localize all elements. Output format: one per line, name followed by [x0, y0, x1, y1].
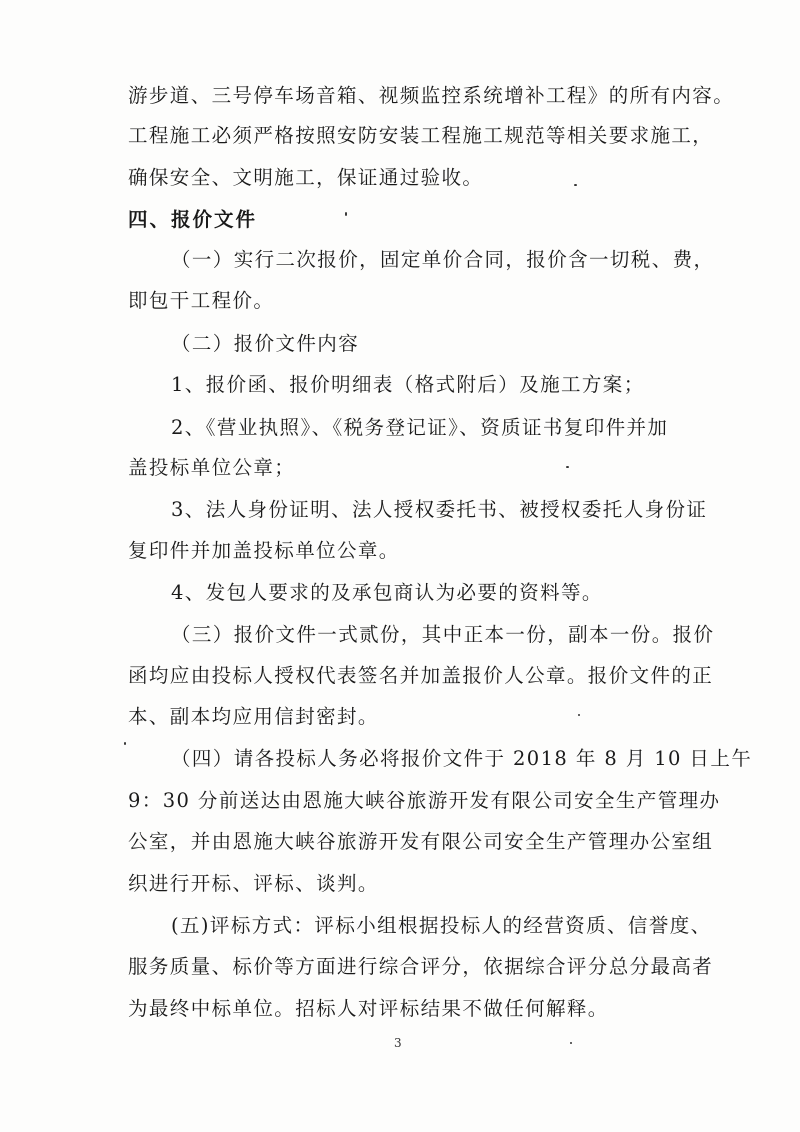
body-line-18: 9：30 分前送达由恩施大峡谷旅游开发有限公司安全生产管理办: [128, 789, 721, 812]
body-line-7: （二）报价文件内容: [171, 332, 360, 355]
list-item-2: 2、《营业执照》、《税务登记证》、资质证书复印件并加: [171, 416, 669, 439]
list-item-4: 4、发包人要求的及承包商认为必要的资料等。: [171, 581, 603, 604]
body-line-21: (五)评标方式：评标小组根据投标人的经营资质、信誉度、: [171, 914, 712, 937]
page-number: 3: [394, 1036, 402, 1050]
body-line-14: （三）报价文件一式贰份，其中正本一份，副本一份。报价: [171, 623, 715, 646]
scan-speck: [566, 466, 569, 468]
body-line-2: 工程施工必须严格按照安防安装工程施工规范等相关要求施工，: [128, 124, 714, 147]
scan-speck: [124, 742, 126, 745]
body-line-3: 确保安全、文明施工，保证通过验收。: [128, 166, 484, 189]
list-item-3-continued: 复印件并加盖投标单位公章。: [128, 539, 400, 562]
body-line-17: （四）请各投标人务必将报价文件于 2018 年 8 月 10 日上午: [171, 747, 753, 770]
body-line-6: 即包干工程价。: [128, 289, 275, 312]
body-line-5: （一）实行二次报价，固定单价合同，报价含一切税、费，: [171, 248, 715, 271]
list-item-2-continued: 盖投标单位公章；: [128, 456, 296, 479]
scan-speck: [570, 1042, 572, 1044]
scan-speck: [578, 714, 580, 716]
body-line-1: 游步道、三号停车场音箱、视频监控系统增补工程》的所有内容。: [128, 84, 735, 107]
list-item-1: 1、报价函、报价明细表（格式附后）及施工方案；: [171, 373, 645, 396]
scan-speck: [345, 212, 347, 216]
body-line-22: 服务质量、标价等方面进行综合评分，依据综合评分总分最高者: [128, 955, 714, 978]
body-line-23: 为最终中标单位。招标人对评标结果不做任何解释。: [128, 997, 609, 1020]
body-line-20: 织进行开标、评标、谈判。: [128, 872, 379, 895]
scan-speck: [574, 184, 577, 186]
body-line-19: 公室，并由恩施大峡谷旅游开发有限公司安全生产管理办公室组: [128, 830, 714, 853]
list-item-3: 3、法人身份证明、法人授权委托书、被授权委托人身份证: [171, 498, 708, 521]
body-line-16: 本、副本均应用信封密封。: [128, 705, 379, 728]
section-heading-quotation-documents: 四、报价文件: [128, 208, 258, 231]
body-line-15: 函均应由投标人授权代表签名并加盖报价人公章。报价文件的正: [128, 664, 714, 687]
